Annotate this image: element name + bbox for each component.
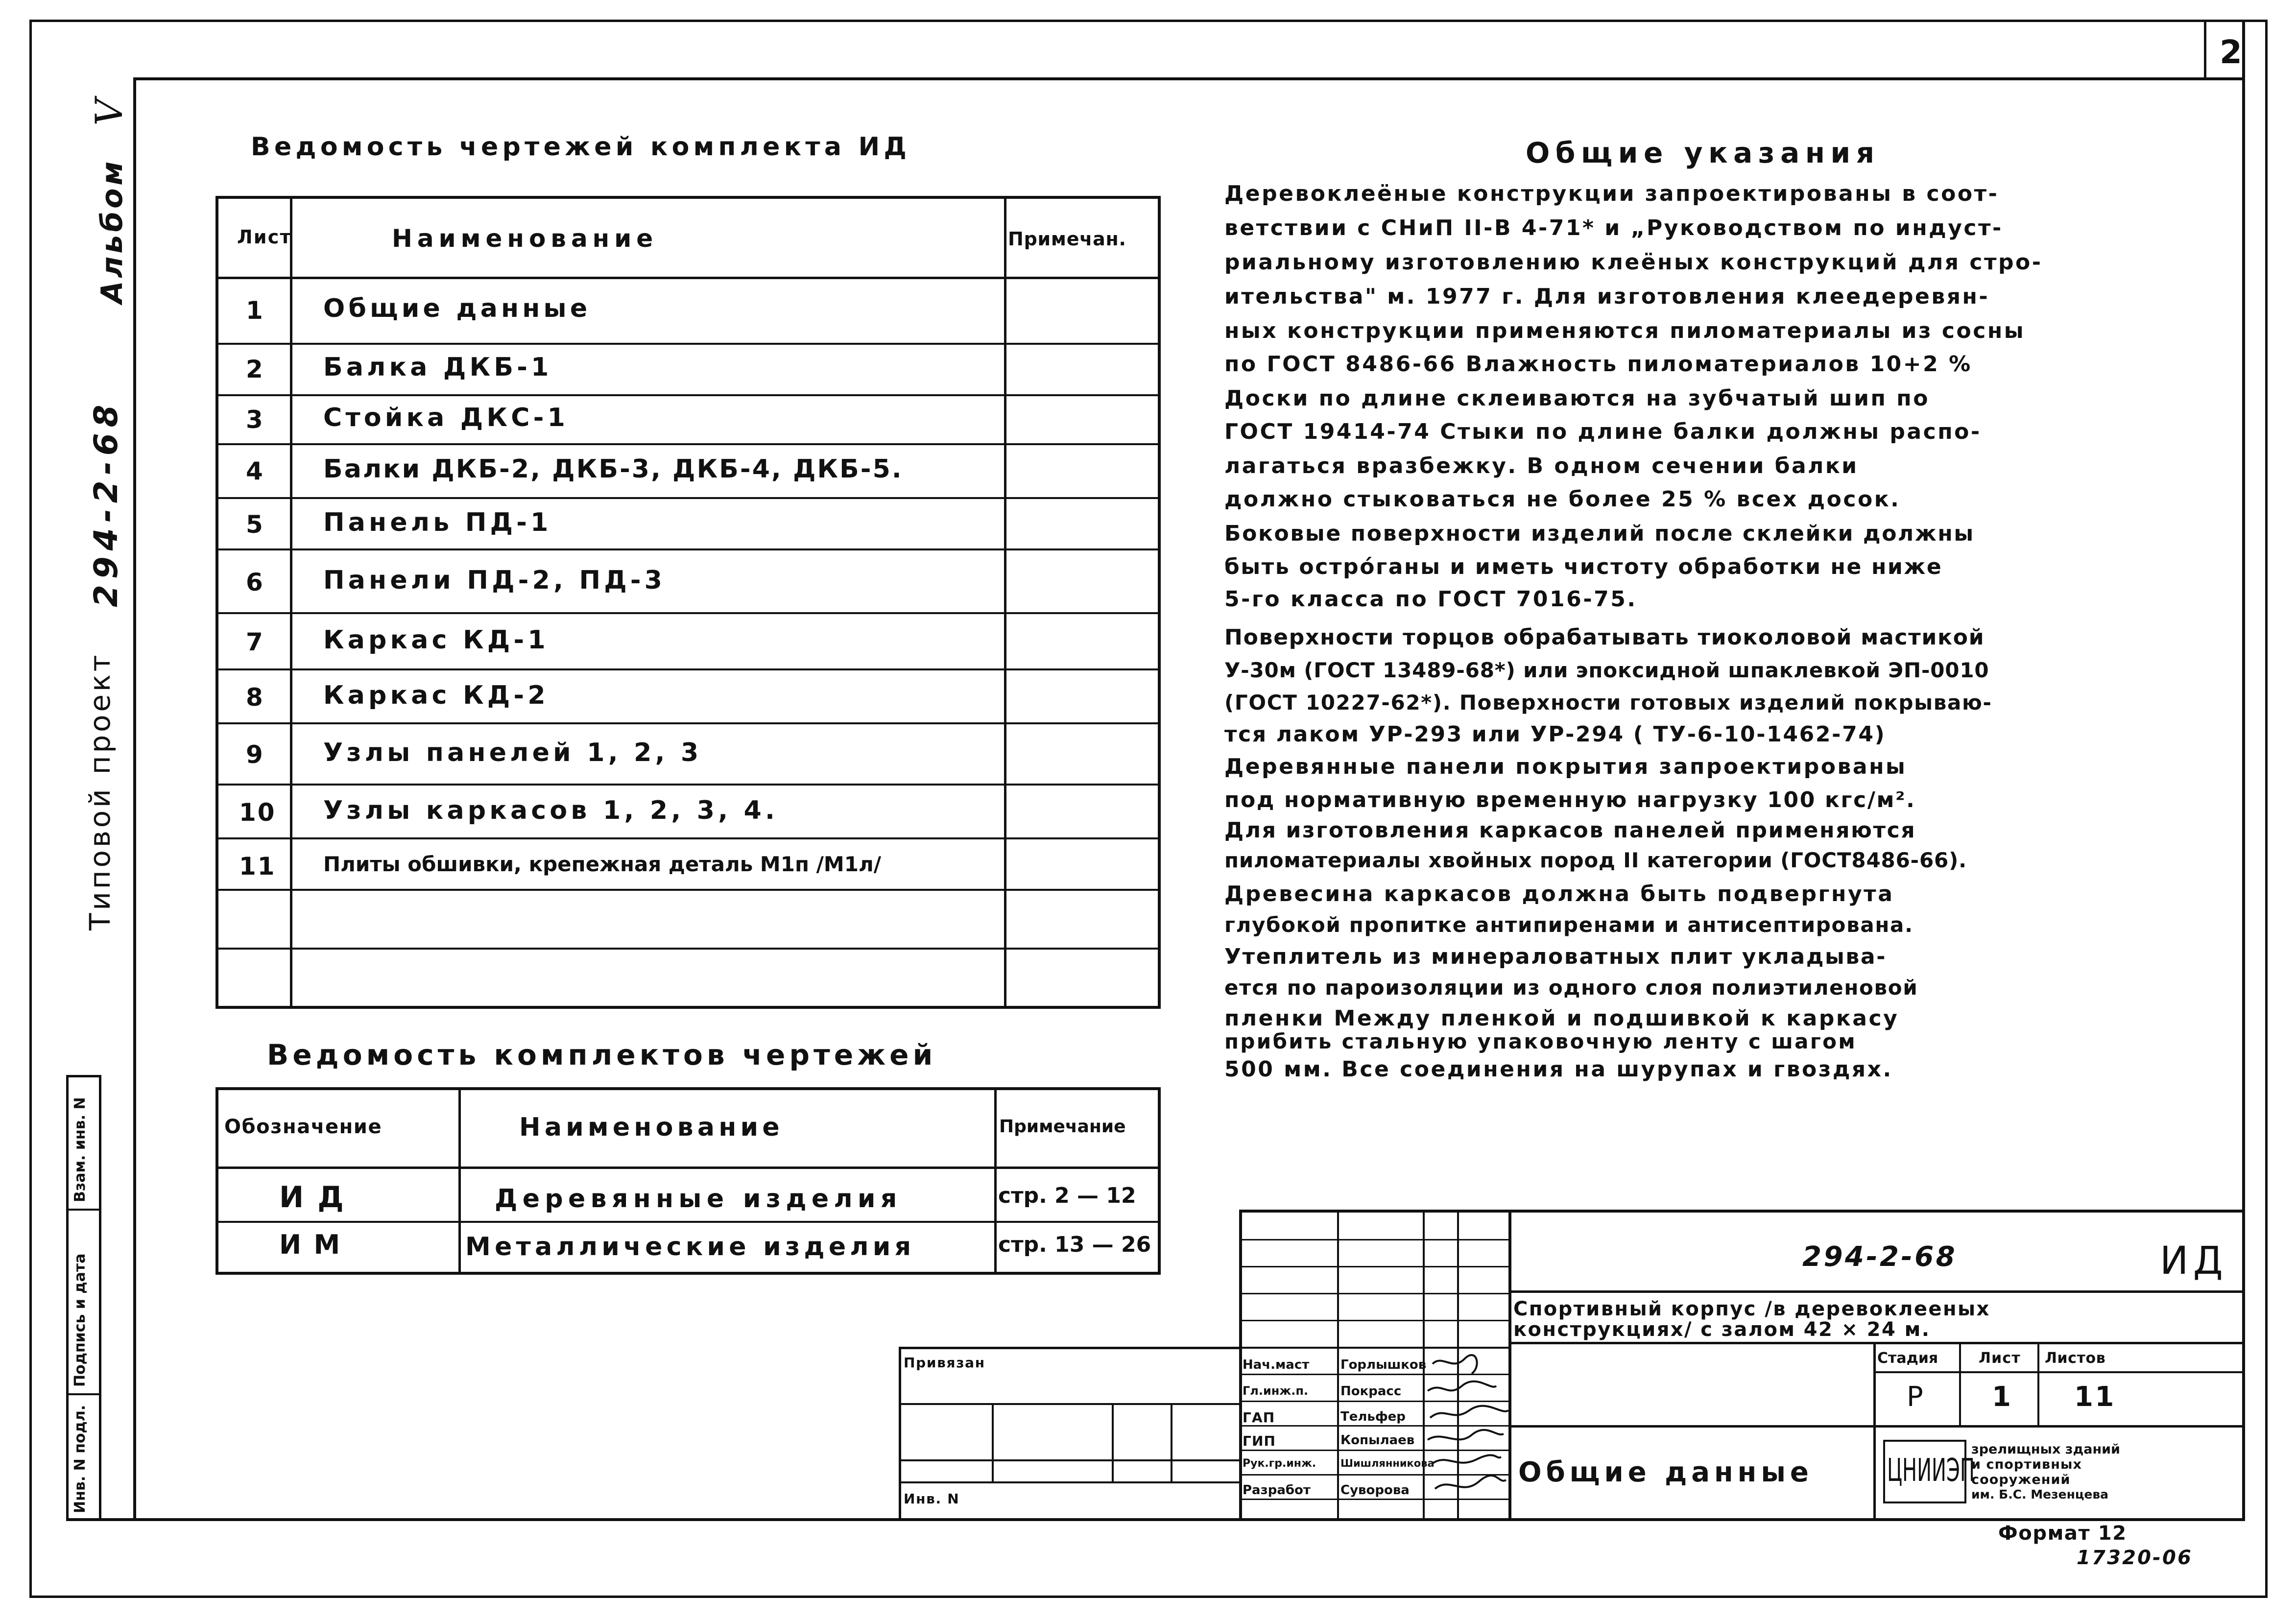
notes-line-22: Древесина каркасов должна быть подвергнута	[1224, 881, 1894, 906]
inv-n-label: Инв. N	[904, 1491, 960, 1507]
archive-number: 17320-06	[2077, 1547, 2193, 1569]
notes-line-27: прибить стальную упаковочную ленту с шагом	[1224, 1029, 1857, 1053]
role-4: ГИП	[1243, 1433, 1276, 1449]
title-block-code: 294-2-68	[1802, 1241, 1958, 1273]
org-name-4: им. Б.С. Мезенцева	[1971, 1487, 2109, 1501]
row-8-name: Каркас КД-2	[323, 681, 549, 710]
role-4-name: Копылаев	[1340, 1433, 1415, 1448]
role-1: Нач.маст	[1243, 1358, 1310, 1372]
notes-line-25: ется по пароизоляции из одного слоя полиэтиленовой	[1224, 976, 1918, 1000]
set-row-2-name: Металлические изделия	[465, 1232, 915, 1262]
notes-line-2: ветствии с СНиП II-В 4-71* и „Руководством по индуст-	[1224, 215, 2003, 240]
role-3: ГАП	[1243, 1409, 1275, 1426]
notes-line-6: по ГОСТ 8486-66 Влажность пиломатериалов 10+2 %	[1224, 352, 1972, 377]
format-label: Формат 12	[1998, 1522, 2127, 1545]
notes-line-21: пиломатериалы хвойных пород II категории (ГОСТ8486-66).	[1224, 848, 1967, 872]
notes-line-9: лагаться вразбежку. В одном сечении балки	[1224, 453, 1859, 478]
set-row-1-note: стр. 2 — 12	[998, 1183, 1136, 1208]
album-roman: V	[87, 95, 131, 126]
row-2-name: Балка ДКБ-1	[323, 353, 552, 382]
row-6-number: 6	[246, 568, 264, 596]
role-2: Гл.инж.п.	[1243, 1384, 1309, 1398]
notes-line-24: Утеплитель из минераловатных плит укладыва-	[1224, 944, 1887, 969]
row-11-number: 11	[239, 852, 276, 881]
row-3-name: Стойка ДКС-1	[323, 403, 569, 432]
frame-left	[133, 77, 136, 1521]
notes-line-18: Деревянные панели покрытия запроектированы	[1224, 754, 1907, 779]
signatures	[1423, 1352, 1511, 1513]
side-stamp-top	[66, 1075, 101, 1077]
org-name-2: и спортивных	[1971, 1457, 2082, 1472]
set-row-2-note: стр. 13 — 26	[998, 1232, 1151, 1257]
row-10-name: Узлы каркасов 1, 2, 3, 4.	[323, 796, 779, 825]
row-7-name: Каркас КД-1	[323, 625, 549, 655]
notes-line-28: 500 мм. Все соединения на шурупах и гвоздях.	[1224, 1057, 1893, 1082]
side-stamp-right	[99, 1075, 101, 1521]
row-3-number: 3	[246, 405, 264, 434]
role-5-name: Шишлянникова	[1340, 1457, 1435, 1469]
row-5-number: 5	[246, 510, 264, 539]
title-block-set-mark: ИД	[2160, 1239, 2228, 1283]
side-stamp-sign: Подпись и дата	[72, 1253, 89, 1387]
project-name-1: Спортивный корпус /в деревоклееных	[1513, 1298, 1990, 1320]
sheet-title: Общие данные	[1518, 1456, 1813, 1488]
frame-top	[133, 77, 2245, 80]
general-notes-title: Общие указания	[1526, 136, 1880, 169]
row-1-name: Общие данные	[323, 294, 591, 323]
set-row-2-code: И М	[279, 1229, 342, 1260]
sets-list-title: Ведомость комплектов чертежей	[267, 1038, 937, 1072]
page-number-box-left	[2204, 20, 2206, 80]
side-stamp-vzam: Взам. инв. N	[72, 1097, 89, 1202]
notes-line-7: Доски по длине склеиваются на зубчатый шип по	[1224, 386, 1930, 411]
sheet-border-top	[29, 20, 2268, 22]
stage-value: Р	[1907, 1381, 1925, 1413]
notes-line-3: риальному изготовлению клеёных конструкций для стро-	[1224, 250, 2043, 275]
org-name-3: сооружений	[1971, 1472, 2071, 1487]
sheet-border-right	[2265, 20, 2268, 1596]
sheet-border-bottom	[29, 1596, 2268, 1598]
row-4-name: Балки ДКБ-2, ДКБ-3, ДКБ-4, ДКБ-5.	[323, 454, 903, 484]
notes-line-17: тся лаком УР-293 или УР-294 ( ТУ-6-10-1462-74)	[1224, 722, 1886, 747]
side-stamp-div2	[66, 1393, 101, 1395]
notes-line-19: под нормативную временную нагрузку 100 кгс/м².	[1224, 787, 1916, 812]
set-row-1-code: И Д	[279, 1180, 346, 1215]
role-3-name: Тельфер	[1340, 1409, 1406, 1424]
side-stamp-left	[66, 1075, 69, 1521]
col-header-name: Наименование	[392, 224, 658, 253]
page-number: 2	[2220, 33, 2244, 71]
role-2-name: Покрасс	[1340, 1384, 1402, 1399]
row-2-number: 2	[246, 355, 264, 383]
album-label	[87, 96, 131, 304]
row-6-name: Панели ПД-2, ПД-3	[323, 566, 666, 595]
role-6-name: Суворова	[1340, 1483, 1410, 1498]
sheets-value: 11	[2074, 1381, 2116, 1413]
sheet-border-left	[29, 20, 32, 1596]
side-stamp-div1	[66, 1209, 101, 1211]
notes-line-13: 5-го класса по ГОСТ 7016-75.	[1224, 587, 1637, 612]
notes-line-1: Деревоклеёные конструкции запроектированы в соот-	[1224, 181, 1999, 206]
notes-line-4: ительства" м. 1977 г. Для изготовления клеедеревян-	[1224, 284, 1990, 309]
role-5: Рук.гр.инж.	[1243, 1457, 1316, 1470]
drawings-list-table	[215, 196, 1161, 1009]
project-name-2: конструкциях/ с залом 42 × 24 м.	[1513, 1318, 1931, 1341]
notes-line-5: ных конструкции применяются пиломатериалы из сосны	[1224, 318, 2026, 343]
row-8-number: 8	[246, 683, 264, 712]
role-6: Разработ	[1243, 1483, 1311, 1498]
notes-line-16: (ГОСТ 10227-62*). Поверхности готовых изделий покрываю-	[1224, 691, 1992, 715]
notes-line-10: должно стыковаться не более 25 % всех досок.	[1224, 487, 1901, 512]
set-row-1-name: Деревянные изделия	[495, 1184, 902, 1214]
org-logo-text: ЦНИИЭП	[1887, 1453, 1975, 1489]
sheet-value: 1	[1992, 1381, 2013, 1413]
row-10-number: 10	[239, 798, 276, 827]
notes-line-8: ГОСТ 19414-74 Стыки по длине балки должны распо-	[1224, 419, 1982, 444]
notes-line-15: У-30м (ГОСТ 13489-68*) или эпоксидной шпаклевкой ЭП-0010	[1224, 658, 1989, 682]
side-stamp-inv: Инв. N подл.	[72, 1405, 89, 1513]
sets-col-header-note: Примечание	[999, 1117, 1126, 1137]
project-code-side: 294-2-68	[87, 399, 125, 607]
notes-line-12: быть острóганы и иметь чистоту обработки не ниже	[1224, 554, 1943, 579]
notes-line-14: Поверхности торцов обрабатывать тиоколовой мастикой	[1224, 625, 1985, 650]
row-11-name: Плиты обшивки, крепежная деталь М1п /М1л/	[323, 852, 882, 876]
notes-line-26: пленки Между пленкой и подшивкой к каркасу	[1224, 1006, 1899, 1031]
org-logo	[1883, 1440, 1975, 1503]
sets-col-header-code: Обозначение	[224, 1116, 383, 1138]
notes-line-23: глубокой пропитке антипиренами и антисептирована.	[1224, 913, 1913, 937]
notes-line-11: Боковые поверхности изделий после склейки должны	[1224, 521, 1975, 546]
col-header-sheet: Лист	[237, 226, 292, 248]
sheets-label: Листов	[2045, 1350, 2106, 1367]
col-header-note: Примечан.	[1008, 228, 1126, 250]
row-1-number: 1	[246, 296, 264, 325]
title-block	[899, 1210, 2245, 1521]
row-9-name: Узлы панелей 1, 2, 3	[323, 738, 702, 767]
stage-label: Стадия	[1877, 1350, 1938, 1367]
album-word: Альбом	[95, 158, 129, 304]
privyazan-label: Привязан	[904, 1355, 985, 1371]
project-label-side: Типовой проект	[83, 652, 117, 930]
row-9-number: 9	[246, 740, 264, 769]
sets-col-header-name: Наименование	[519, 1113, 784, 1142]
row-7-number: 7	[246, 628, 264, 656]
role-1-name: Горлышков	[1340, 1358, 1427, 1372]
row-5-name: Панель ПД-1	[323, 508, 552, 537]
drawings-list-title: Ведомость чертежей комплекта ИД	[251, 132, 911, 162]
sheet-label: Лист	[1979, 1350, 2021, 1367]
notes-line-20: Для изготовления каркасов панелей применяются	[1224, 818, 1916, 843]
org-name-1: зрелищных зданий	[1971, 1442, 2120, 1457]
row-4-number: 4	[246, 457, 264, 485]
